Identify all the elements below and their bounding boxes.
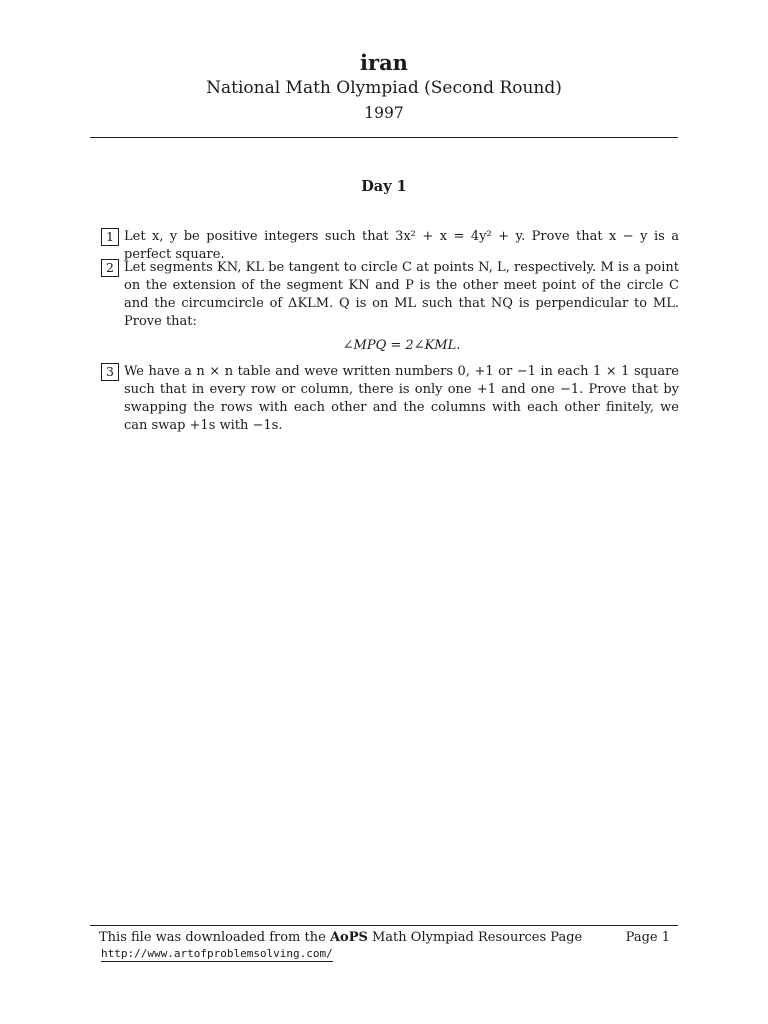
page-number: Page 1 <box>625 930 670 945</box>
problem-number: 3 <box>101 363 119 381</box>
footer-prefix: This file was downloaded from the <box>99 930 326 945</box>
header-divider <box>90 137 678 138</box>
footer-note <box>99 929 582 947</box>
footer-brand: AoPS <box>329 930 368 945</box>
competition-title: National Math Olympiad (Second Round) <box>206 78 562 98</box>
footer-url-link[interactable]: http://www.artofproblemsolving.com/ <box>101 947 333 960</box>
footer-divider <box>90 925 678 926</box>
problem-text: Let x, y be positive integers such that 3x² + x = 4y² + y. Prove that x − y is a perfect square. <box>124 229 679 262</box>
problem-number: 1 <box>101 228 119 246</box>
country-title: iran <box>360 50 408 75</box>
display-equation: ∠MPQ = 2∠KML. <box>342 338 461 353</box>
footer-suffix: Math Olympiad Resources Page <box>372 930 583 945</box>
problem-text: Let segments KN, KL be tangent to circle C at points N, L, respectively. M is a point on the extension of the segment KN and P is the other meet point of the circle C and the circumcircle of ΔKLM. Q is on ML such that NQ is perpendicular to ML. Prove that: <box>124 260 679 329</box>
day-heading: Day 1 <box>361 178 407 195</box>
problem-number: 2 <box>101 259 119 277</box>
problem-3 <box>101 363 679 435</box>
year: 1997 <box>364 104 404 122</box>
problem-text: We have a n × n table and weve written numbers 0, +1 or −1 in each 1 × 1 square such that in every row or column, there is only one +1 and one −1. Prove that by swapping the rows with each other and the columns with each other finitely, we can swap +1s with −1s. <box>124 364 679 433</box>
problem-2 <box>101 259 679 355</box>
